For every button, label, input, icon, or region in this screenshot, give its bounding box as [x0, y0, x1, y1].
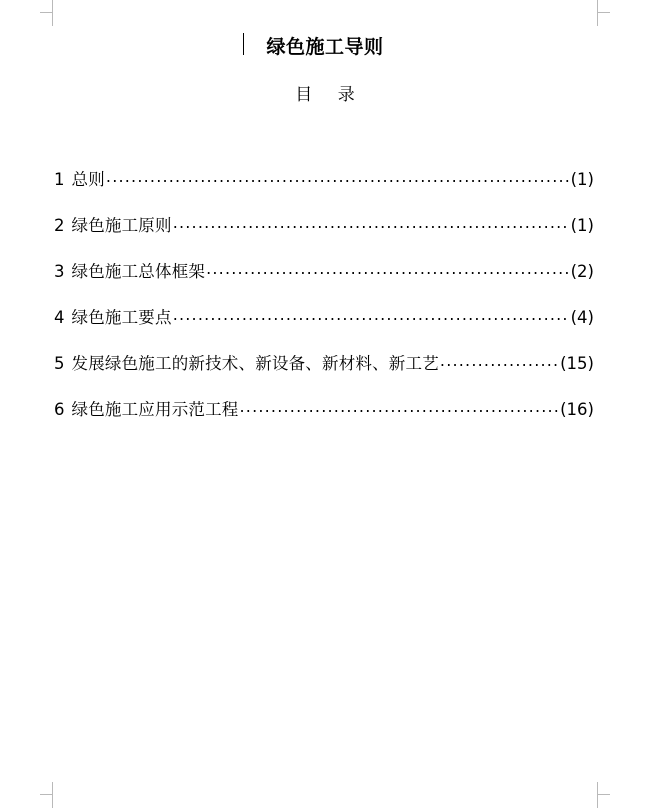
toc-item-page: (1) — [570, 169, 594, 189]
toc-item-label: 绿色施工原则 — [71, 215, 172, 235]
list-item[interactable] — [54, 214, 594, 260]
crop-mark-top-right — [571, 0, 598, 26]
crop-mark-top-right-h — [597, 12, 610, 14]
toc-leader-dots — [440, 352, 559, 369]
toc-heading: 目 录 — [295, 85, 365, 105]
toc-leader-dots — [173, 214, 570, 231]
toc-item-number: 5 — [54, 353, 65, 373]
list-item[interactable] — [54, 260, 594, 306]
page-title: 绿色施工导则 — [266, 36, 384, 58]
toc-item-label: 绿色施工总体框架 — [71, 261, 206, 281]
crop-mark-bottom-right-h — [597, 794, 610, 796]
toc-item-page: (16) — [560, 399, 594, 419]
toc-item-number: 2 — [54, 215, 65, 235]
toc-leader-dots — [106, 168, 570, 185]
crop-mark-top-left-h — [40, 12, 53, 14]
table-of-contents — [54, 168, 594, 444]
toc-item-number: 6 — [54, 399, 65, 419]
toc-item-number: 4 — [54, 307, 65, 327]
list-item[interactable] — [54, 306, 594, 352]
list-item[interactable] — [54, 352, 594, 398]
toc-item-label: 发展绿色施工的新技术、新设备、新材料、新工艺 — [71, 353, 439, 373]
crop-mark-bottom-right — [571, 782, 598, 808]
crop-mark-bottom-left-h — [40, 794, 53, 796]
toc-item-page: (4) — [570, 307, 594, 327]
toc-leader-dots — [240, 398, 560, 415]
toc-item-number: 1 — [54, 169, 65, 189]
crop-mark-bottom-left — [52, 782, 79, 808]
toc-item-page: (1) — [570, 215, 594, 235]
toc-item-label: 绿色施工应用示范工程 — [71, 399, 239, 419]
toc-item-page: (2) — [570, 261, 594, 281]
toc-item-label: 总则 — [71, 169, 105, 189]
list-item[interactable] — [54, 168, 594, 214]
list-item[interactable] — [54, 398, 594, 444]
toc-leader-dots — [173, 306, 570, 323]
toc-leader-dots — [206, 260, 570, 277]
toc-item-page: (15) — [560, 353, 594, 373]
toc-item-label: 绿色施工要点 — [71, 307, 172, 327]
toc-item-number: 3 — [54, 261, 65, 281]
crop-mark-top-left — [52, 0, 79, 26]
